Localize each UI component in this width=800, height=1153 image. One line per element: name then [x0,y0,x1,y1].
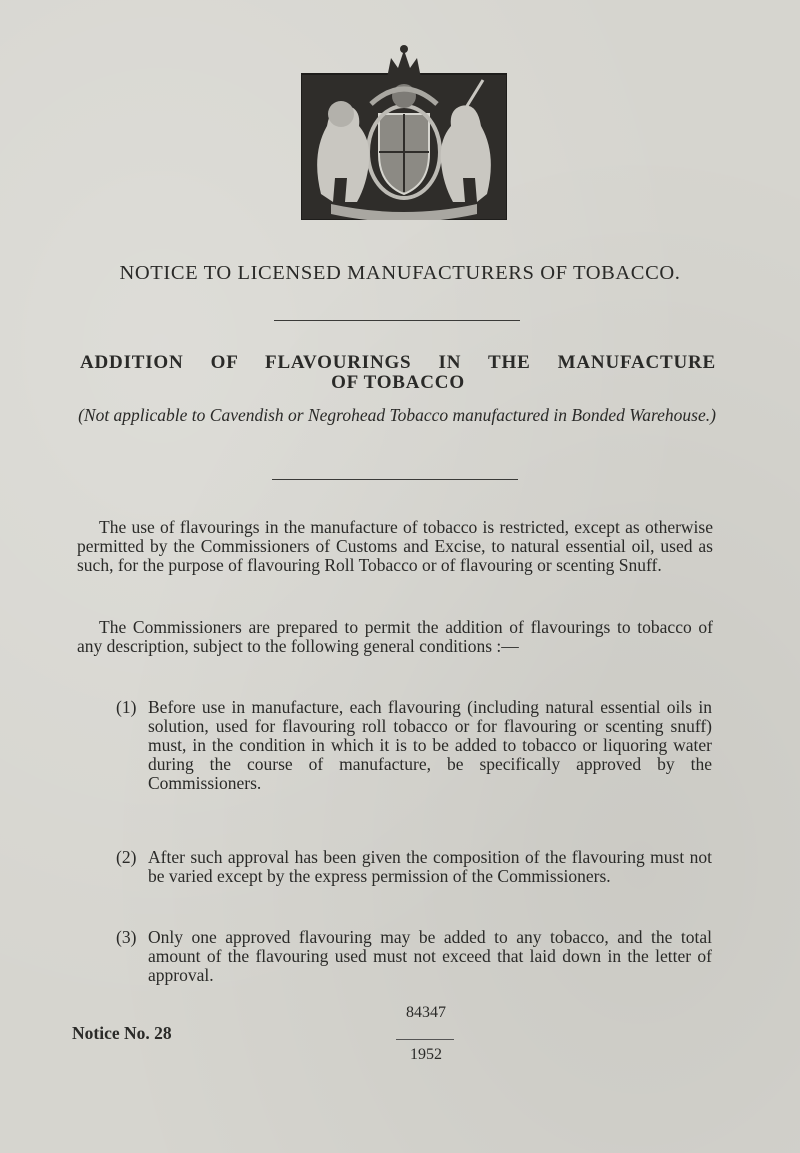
paragraph-permission: The Commissioners are prepared to permit the addition of flavourings to tobacco of any description, subject to the following general conditions :— [77,617,713,656]
notice-heading [80,353,716,393]
condition-text: After such approval has been given the composition of the flavouring must not be varied except by the express permission of the Commissioners. [148,847,712,886]
condition-number: (3) [116,927,137,947]
heading-line-2: OF TOBACCO [331,372,465,393]
divider [272,479,518,480]
print-code: 84347 [406,1004,446,1021]
condition-number: (2) [116,847,137,867]
royal-coat-of-arms-icon [301,44,507,220]
condition-item [116,698,712,793]
heading-line-1: ADDITION OF FLAVOURINGS IN THE MANUFACTURE [80,352,716,373]
condition-item [116,928,712,985]
notice-subtitle: (Not applicable to Cavendish or Negrohead Tobacco manufactured in Bonded Warehouse.) [78,405,716,425]
condition-text: Before use in manufacture, each flavouring (including natural essential oils in solution, used for flavouring roll tobacco or for flavouring or scenting snuff) must, in the condition in which it is to be added to tobacco or liquoring water during the course of manufacture, be specifically approved by the Commissioners. [148,697,712,793]
divider [274,320,520,321]
notice-title: NOTICE TO LICENSED MANUFACTURERS OF TOBACCO. [119,262,681,284]
divider [396,1039,454,1040]
print-year: 1952 [410,1046,442,1063]
condition-number: (1) [116,697,137,717]
condition-text: Only one approved flavouring may be added to any tobacco, and the total amount of the flavouring used must not exceed that laid down in the letter of approval. [148,927,712,985]
paragraph-restriction: The use of flavourings in the manufacture of tobacco is restricted, except as otherwise permitted by the Commissioners of Customs and Excise, to natural essential oil, used as such, for the purpose of flavouring Roll Tobacco or of flavouring or scenting Snuff. [77,517,713,575]
condition-item [116,848,712,886]
notice-number: Notice No. 28 [72,1023,172,1043]
